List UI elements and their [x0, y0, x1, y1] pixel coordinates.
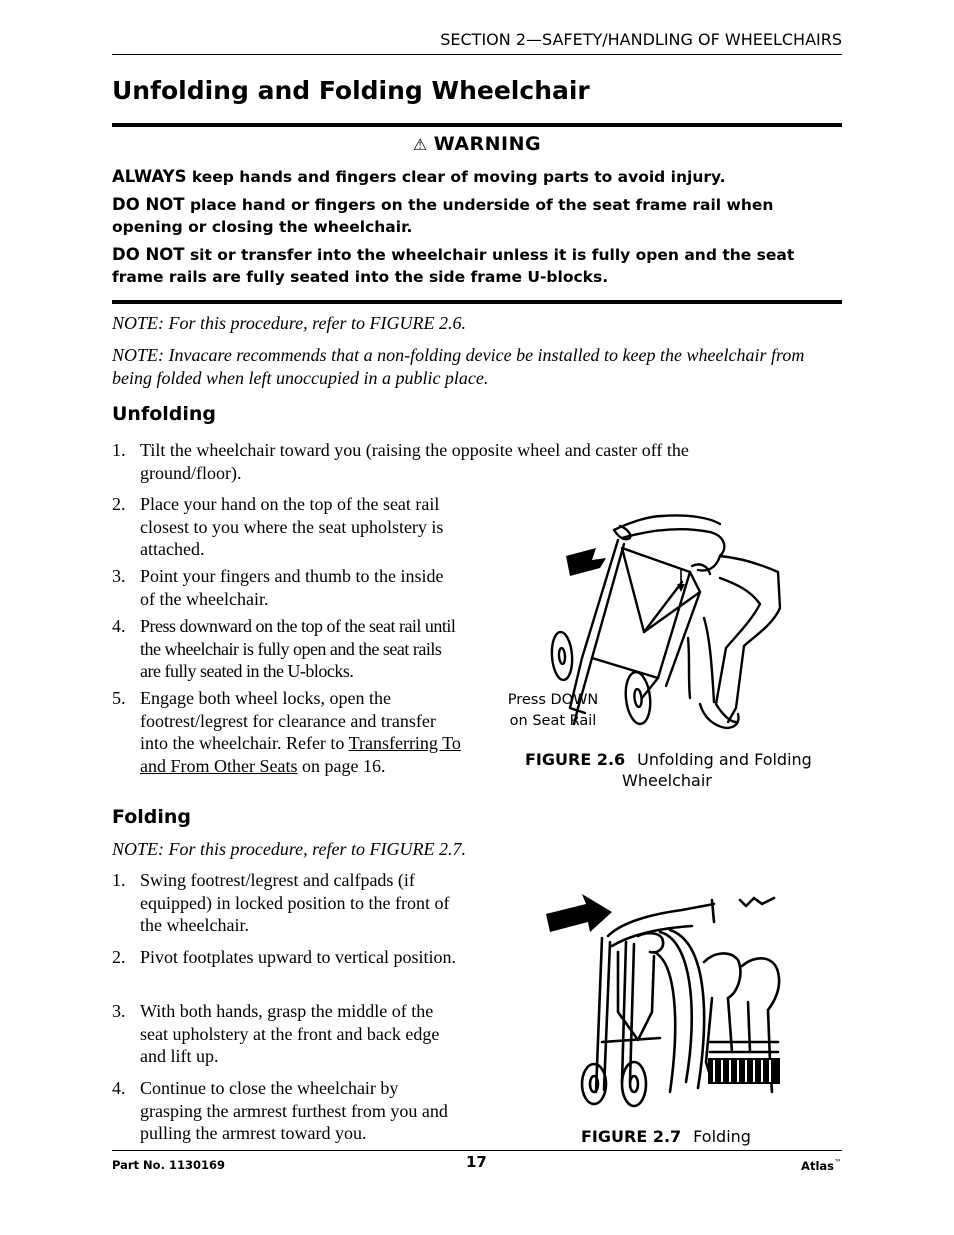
step-number: 4.: [112, 616, 126, 636]
folding-step: [112, 1000, 462, 1068]
figure-label: FIGURE 2.7: [581, 1127, 682, 1146]
figure-2-6-caption: [525, 749, 815, 791]
footer-product: [790, 1158, 842, 1173]
step-text: Continue to close the wheelchair by grasping the armrest furthest from you and pulling the armrest toward you.: [140, 1078, 448, 1143]
folding-heading: Folding: [112, 806, 192, 828]
step-text: [140, 687, 464, 777]
step-text: Swing footrest/legrest and calfpads (if equipped) in locked position to the front of the wheelchair.: [140, 870, 450, 935]
figure-caption-text: Folding: [693, 1127, 751, 1146]
unfolding-step: [112, 687, 464, 777]
step-text: Pivot footplates upward to vertical position.: [140, 947, 456, 967]
warning-line-do-not-sit: [112, 244, 847, 288]
note-recommendation: NOTE: Invacare recommends that a non-folding device be installed to keep the wheelchair from being folded when left unoccupied in a public place.: [112, 345, 805, 388]
step-text: Place your hand on the top of the seat rail closest to you where the seat upholstery is attached.: [140, 494, 444, 559]
step-number: 5.: [112, 688, 126, 708]
trademark-symbol: ™: [834, 1158, 842, 1167]
step-number: 3.: [112, 566, 126, 586]
warning-line-always: [112, 166, 847, 188]
figure-2-6-callout: [500, 690, 606, 732]
warning-top-rule: [112, 123, 842, 127]
callout-line: Press DOWN: [507, 692, 599, 708]
step-text: Point your fingers and thumb to the inside of the wheelchair.: [140, 566, 444, 609]
figure-2-7-illustration: [542, 892, 786, 1114]
unfolding-step: [112, 615, 464, 683]
footer-page-number: 17: [466, 1153, 487, 1171]
warning-heading: [112, 133, 842, 155]
step-number: 3.: [112, 1001, 126, 1021]
transferring-link[interactable]: Transferring To and From Other Seats: [140, 733, 461, 776]
header-rule: [112, 54, 842, 55]
step-text: With both hands, grasp the middle of the seat upholstery at the front and back edge and lift up.: [140, 1001, 440, 1066]
folding-step: [112, 946, 462, 969]
note-figure-ref: NOTE: For this procedure, refer to FIGURE 2.6.: [112, 313, 466, 333]
callout-line: on Seat Rail: [509, 713, 597, 729]
product-name: Atlas: [801, 1158, 834, 1173]
figure-caption-text: Unfolding and Folding: [637, 750, 812, 769]
unfolding-step: [112, 493, 462, 561]
folding-note: NOTE: For this procedure, refer to FIGURE 2.7.: [112, 839, 466, 859]
figure-caption-text: Wheelchair: [622, 771, 712, 790]
step-text-before: Engage both wheel locks, open the footrest/legrest for clearance and transfer into the wheelchair. Refer to: [140, 688, 436, 753]
warning-bottom-rule: [112, 300, 842, 304]
footer-rule: [112, 1150, 842, 1151]
warning-lead: DO NOT: [112, 245, 185, 264]
figure-2-7-caption: [581, 1126, 841, 1147]
warning-line-do-not-hands: [112, 194, 847, 238]
warning-text: sit or transfer into the wheelchair unless it is fully open and the seat frame rails are fully seated into the side frame U-blocks.: [112, 246, 795, 286]
unfolding-step: [112, 439, 792, 484]
step-number: 2.: [112, 494, 126, 514]
footer-part-number: Part No. 1130169: [112, 1158, 225, 1172]
figure-label: FIGURE 2.6: [525, 750, 626, 769]
step-number: 4.: [112, 1078, 126, 1098]
step-text: Tilt the wheelchair toward you (raising the opposite wheel and caster off the ground/floor).: [140, 440, 689, 483]
folding-step: [112, 1077, 464, 1145]
step-text-after: on page 16.: [297, 755, 386, 776]
warning-text: keep hands and fingers clear of moving parts to avoid injury.: [186, 168, 726, 186]
step-number: 1.: [112, 440, 126, 460]
step-number: 1.: [112, 870, 126, 890]
section-header: SECTION 2—SAFETY/HANDLING OF WHEELCHAIRS: [440, 30, 842, 49]
folding-step: [112, 869, 462, 937]
page-title: Unfolding and Folding Wheelchair: [112, 76, 590, 105]
step-number: 2.: [112, 947, 126, 967]
warning-lead: DO NOT: [112, 195, 185, 214]
warning-text: place hand or fingers on the underside of the seat frame rail when opening or closing the wheelchair.: [112, 196, 774, 236]
warning-label: WARNING: [433, 133, 542, 155]
unfolding-heading: Unfolding: [112, 403, 217, 425]
warning-triangle-icon: ⚠: [412, 135, 428, 154]
step-text: Press downward on the top of the seat rail until the wheelchair is fully open and the seat rails are fully seated in the U-blocks.: [140, 616, 456, 681]
warning-lead: ALWAYS: [112, 167, 187, 186]
unfolding-step: [112, 565, 462, 610]
